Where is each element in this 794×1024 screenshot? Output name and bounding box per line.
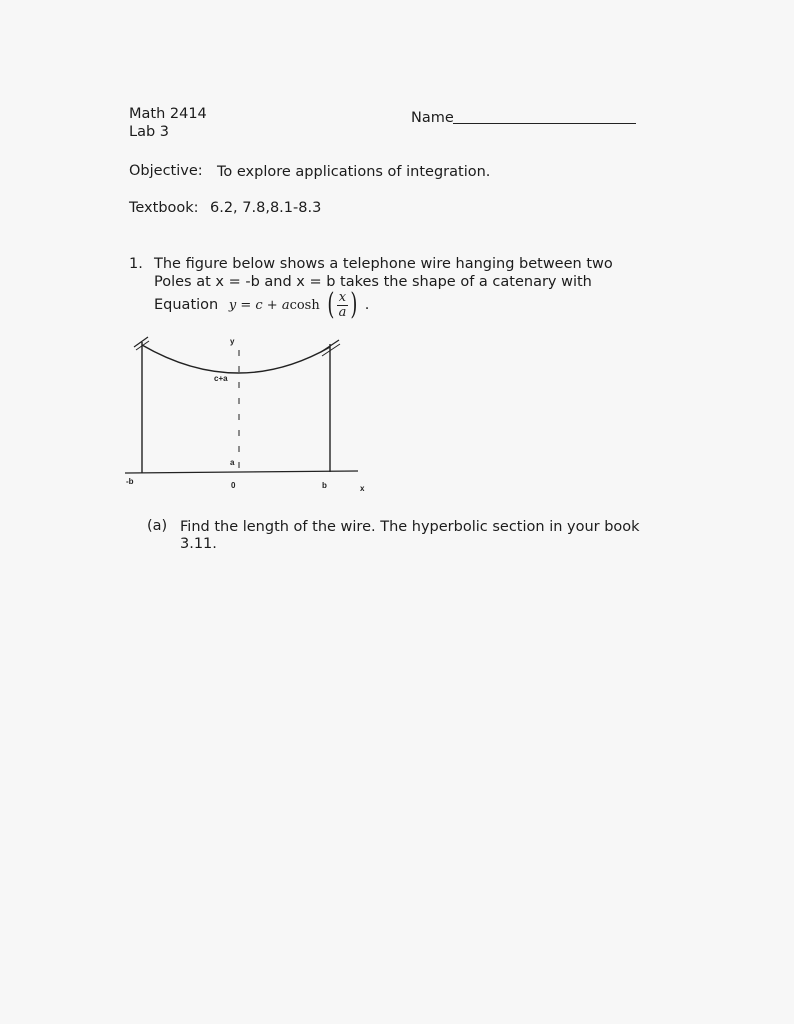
objective-label: Objective: bbox=[129, 163, 203, 179]
left-pole-crossarm bbox=[134, 337, 148, 347]
lab-number: Lab 3 bbox=[129, 124, 170, 140]
part-a-text-line-2: 3.11. bbox=[180, 536, 217, 552]
origin-label: 0 bbox=[231, 481, 236, 490]
catenary-figure bbox=[120, 330, 370, 500]
equation-cosh: cosh bbox=[289, 298, 320, 313]
equation-plus: + bbox=[262, 298, 282, 313]
part-a-label: (a) bbox=[147, 518, 168, 534]
equation-y: y bbox=[228, 298, 237, 313]
part-a-text-line-1: Find the length of the wire. The hyperbolic section in your book bbox=[180, 519, 640, 535]
textbook-sections: 6.2, 7.8,8.1-8.3 bbox=[210, 200, 322, 216]
x-axis-label: x bbox=[360, 484, 365, 493]
equation-c: c bbox=[255, 298, 263, 313]
c-plus-a-label: c+a bbox=[214, 374, 228, 383]
catenary-wire bbox=[142, 345, 330, 373]
x-axis-line bbox=[125, 471, 358, 473]
problem-text-line-1: The figure below shows a telephone wire hanging between two bbox=[154, 256, 613, 272]
b-label: b bbox=[322, 481, 327, 490]
problem-text-line-2: Poles at x = -b and x = b takes the shape of a catenary with bbox=[154, 274, 592, 290]
fraction-denominator: a bbox=[338, 304, 347, 320]
problem-number: 1. bbox=[129, 256, 143, 272]
name-blank-line bbox=[453, 123, 636, 124]
objective-text: To explore applications of integration. bbox=[217, 164, 491, 180]
equation-period: . bbox=[364, 297, 370, 313]
neg-b-label: -b bbox=[126, 477, 134, 486]
course-title: Math 2414 bbox=[129, 106, 207, 122]
equation-fraction-group: ( $\frac{x}{a}$ ) bbox=[327, 287, 358, 322]
catenary-equation bbox=[154, 287, 370, 322]
equation-label: Equation bbox=[154, 297, 219, 313]
textbook-label: Textbook: bbox=[129, 200, 199, 216]
a-label: a bbox=[230, 458, 235, 467]
equation-a: a bbox=[281, 298, 290, 313]
equation-fraction bbox=[337, 291, 349, 320]
fraction-numerator: x bbox=[337, 291, 349, 306]
y-axis-label: y bbox=[230, 337, 235, 346]
equation-equals: = bbox=[236, 298, 256, 313]
name-label: Name bbox=[411, 110, 454, 126]
